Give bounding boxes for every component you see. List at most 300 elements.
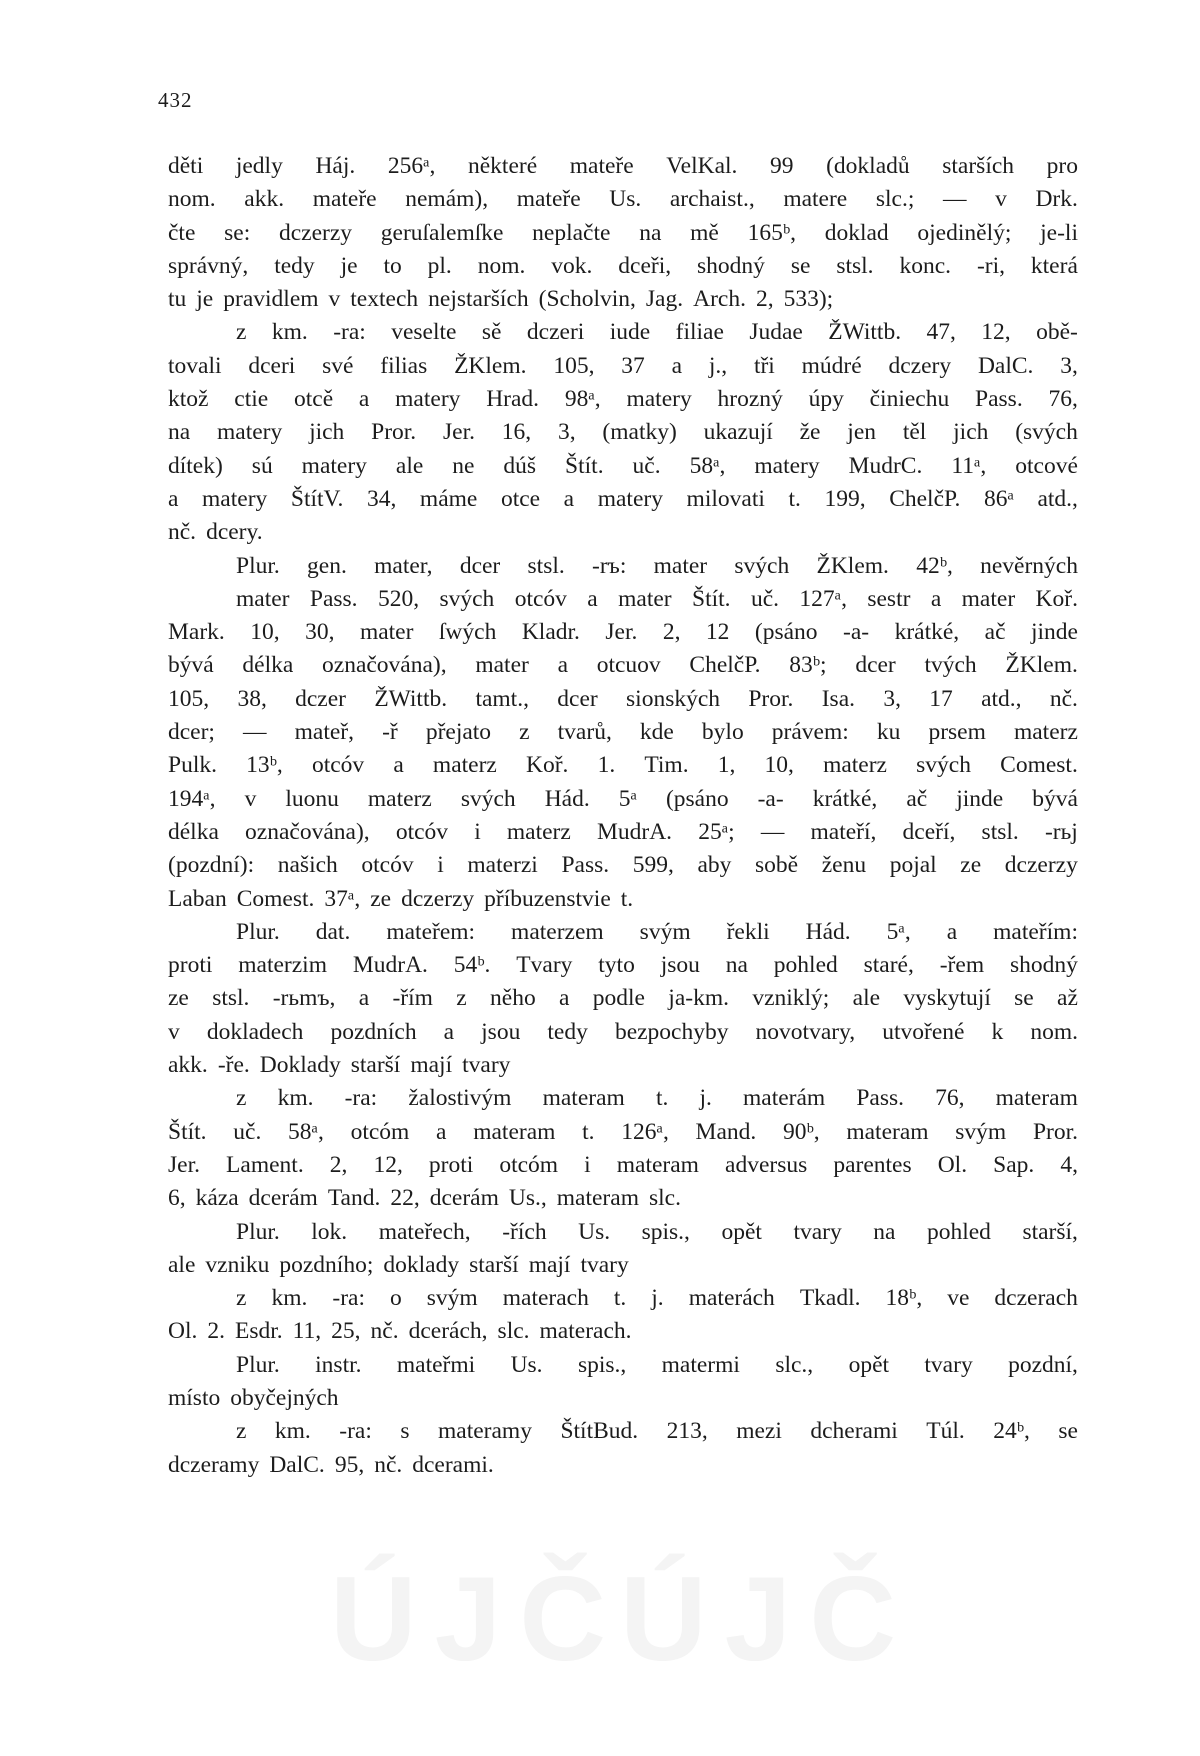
word: nom. — [477, 252, 526, 279]
word: materam — [616, 1151, 699, 1178]
word: -ra: — [344, 1085, 378, 1112]
text-line — [168, 783, 1078, 816]
word: ojedinělý; — [917, 219, 1012, 246]
word: ne — [452, 452, 475, 479]
word: 194ᵃ, — [168, 785, 216, 812]
word: a — [358, 386, 370, 413]
word: označována), — [322, 652, 447, 679]
word: ŽKlem. — [816, 552, 889, 579]
word: o — [390, 1285, 402, 1312]
word: přejato — [425, 719, 492, 746]
word: ŽWittb. — [374, 685, 448, 712]
word: dcerám — [248, 1185, 318, 1212]
word: materz — [1013, 719, 1078, 746]
word: MudrC. — [848, 452, 923, 479]
word: materz — [432, 752, 497, 779]
word: svých — [734, 552, 790, 579]
word: nč. — [168, 519, 197, 546]
word: veselte — [391, 319, 457, 346]
word: tamt., — [475, 685, 529, 712]
word: 256ᵃ, — [387, 153, 436, 179]
word: -ř — [382, 719, 398, 746]
word: Pulk. — [168, 752, 217, 779]
word: bezpochyby — [614, 1018, 729, 1045]
word: otcóm — [499, 1151, 559, 1178]
word: tvary — [924, 1351, 973, 1378]
word: Jer. — [443, 419, 475, 446]
word: tvary — [580, 1251, 629, 1278]
word: nom. — [168, 186, 216, 213]
word: tu — [168, 286, 187, 313]
word: Arch. — [693, 286, 746, 313]
word: MudrA. — [596, 818, 673, 845]
word: akk. — [244, 186, 285, 213]
word: jinde — [956, 785, 1004, 812]
word: 127ᵃ, — [799, 585, 847, 612]
word: tvarů, — [557, 719, 612, 746]
word: akk. — [168, 1052, 208, 1079]
word: tvary — [793, 1218, 842, 1245]
word: mateře — [312, 186, 377, 213]
word: označována), — [245, 818, 370, 845]
word: t. — [788, 485, 801, 512]
word: Plur. — [236, 1218, 280, 1245]
word: tedy — [547, 1018, 588, 1045]
word: uč. — [750, 585, 780, 612]
word: VelKal. — [666, 153, 738, 179]
word: -ra: — [332, 1285, 365, 1312]
word: ze — [370, 885, 392, 912]
word: Pass. — [975, 386, 1023, 413]
word: sionských — [626, 685, 721, 712]
text-line — [168, 949, 1078, 982]
word: ctie — [234, 386, 269, 413]
word: iude — [609, 319, 651, 346]
word: mater — [475, 652, 529, 679]
word: ze — [168, 985, 189, 1012]
word: t. — [613, 1285, 627, 1312]
word: 98ᵃ, — [564, 386, 601, 413]
word: (matky) — [602, 419, 677, 446]
word: 2, — [662, 619, 681, 646]
word: dítek) — [168, 452, 223, 479]
word: materam — [846, 1118, 929, 1145]
word: Plur. — [236, 918, 280, 945]
word: 105, — [168, 685, 210, 712]
word: dczerach — [994, 1285, 1078, 1312]
word: neplačte — [532, 219, 611, 246]
text-line — [168, 416, 1078, 449]
word: ŽWittb. — [828, 319, 902, 346]
word: Tkadl. — [799, 1285, 861, 1312]
word: km. — [271, 319, 308, 346]
text-line — [168, 916, 1078, 949]
word: materzem — [511, 918, 604, 945]
word: matere — [783, 186, 848, 213]
word: 25ᵃ; — [698, 818, 735, 845]
word: ChelčP. — [889, 485, 961, 512]
word: Pass. — [309, 585, 358, 612]
word: káza — [195, 1185, 239, 1212]
watermark-right: ÚJČ — [620, 1552, 915, 1686]
word: parentes — [833, 1151, 912, 1178]
text-line — [168, 616, 1078, 649]
word: matery — [301, 452, 367, 479]
word: ač — [906, 785, 928, 812]
word: je — [196, 286, 214, 313]
word: ſwých — [438, 619, 497, 646]
word: t. — [655, 1085, 669, 1112]
word: 16, — [501, 419, 532, 446]
word: 165ᵇ, — [747, 219, 796, 246]
word: Isa. — [821, 685, 855, 712]
word: 1, — [717, 752, 736, 779]
text-line — [168, 217, 1078, 250]
word: čte — [168, 219, 196, 246]
word: mater — [961, 585, 1016, 612]
word: opět — [848, 1351, 890, 1378]
word: svým — [955, 1118, 1007, 1145]
text-line — [168, 982, 1078, 1015]
word: i — [584, 1151, 591, 1178]
word: 58ᵃ, — [288, 1118, 324, 1145]
word: 5ᵃ, — [886, 918, 911, 945]
page-number: 432 — [158, 88, 193, 112]
word: svých — [460, 785, 516, 812]
word: Koř. — [1035, 585, 1078, 612]
text-line — [168, 1016, 1078, 1049]
word: dceri — [248, 352, 296, 379]
word: prsem — [928, 719, 986, 746]
word: matery — [626, 386, 692, 413]
word: utvořené — [882, 1018, 965, 1045]
word: a — [436, 1118, 447, 1145]
word: 3, — [883, 685, 901, 712]
text-line — [168, 283, 1078, 316]
word: svých — [916, 752, 971, 779]
word: materz — [823, 752, 887, 779]
word: -ře. — [217, 1052, 250, 1079]
word: je — [340, 252, 358, 279]
word: 11ᵃ, — [951, 452, 987, 479]
word: -ra: — [339, 1418, 372, 1445]
word: dczerzy — [278, 219, 353, 246]
word: na — [639, 219, 662, 246]
word: ale — [395, 452, 424, 479]
word: otce — [500, 485, 541, 512]
text-line — [168, 816, 1078, 849]
word: atd., — [1037, 485, 1078, 512]
word: -rьj — [1044, 818, 1078, 845]
word: Tim. — [644, 752, 689, 779]
word: 126ᵃ, — [621, 1118, 669, 1145]
word: 95, — [334, 1451, 365, 1478]
word: mají — [410, 1052, 453, 1079]
word: ŽKlem. — [454, 352, 527, 379]
text-line — [168, 483, 1078, 516]
text-line — [168, 1282, 1078, 1315]
word: něho — [490, 985, 536, 1012]
text-line — [168, 150, 1078, 183]
text-line — [168, 1049, 1078, 1082]
word: stsl. — [981, 818, 1019, 845]
word: dcery. — [206, 519, 263, 546]
word: Štít. — [692, 585, 731, 612]
word: jedly — [235, 153, 283, 179]
word: matery — [754, 452, 820, 479]
word: jinde — [1030, 619, 1078, 646]
word: nč. — [370, 1318, 399, 1345]
word: ŠtítV. — [290, 485, 344, 512]
word: materamy — [438, 1418, 532, 1445]
word: ku — [876, 719, 901, 746]
word: dokladech — [206, 1018, 304, 1045]
word: dceří, — [902, 818, 956, 845]
word: na — [725, 952, 748, 979]
word: Hrad. — [486, 386, 540, 413]
word: filiae — [675, 319, 724, 346]
text-line — [168, 550, 1078, 583]
word: matery — [395, 386, 461, 413]
word: některé — [468, 153, 538, 179]
word: km. — [274, 1418, 311, 1445]
word: i — [474, 818, 481, 845]
word: materz — [367, 785, 432, 812]
word: a — [443, 1018, 455, 1045]
word: Jag. — [645, 286, 684, 313]
word: filias — [380, 352, 428, 379]
word: j. — [651, 1285, 664, 1312]
watermark-left: ÚJČ — [330, 1552, 625, 1686]
word: km. — [271, 1285, 308, 1312]
word: mateřím: — [993, 918, 1078, 945]
word: Ol. — [937, 1151, 968, 1178]
word: otcóv — [395, 818, 449, 845]
word: Pror. — [371, 419, 417, 446]
word: obě- — [1036, 319, 1078, 346]
word: -ri, — [976, 252, 1005, 279]
text-line — [168, 1415, 1078, 1448]
word: 199, — [824, 485, 866, 512]
word: milovati — [686, 485, 765, 512]
text-line — [168, 849, 1078, 882]
word: (dokladů — [826, 153, 910, 179]
word: slc.; — [875, 186, 915, 213]
word: ale — [168, 1251, 196, 1278]
word: Esdr. — [235, 1318, 283, 1345]
word: se: — [224, 219, 251, 246]
word: pohled — [926, 1218, 991, 1245]
word: otcové — [1015, 452, 1078, 479]
word: nejstarších — [428, 286, 529, 313]
word: 2, — [329, 1151, 348, 1178]
word: Kladr. — [521, 619, 580, 646]
word: žalostivým — [408, 1085, 512, 1112]
word: kde — [639, 719, 674, 746]
word: máme — [419, 485, 478, 512]
text-line — [168, 649, 1078, 682]
word: dcherami — [810, 1418, 898, 1445]
word: uč. — [632, 452, 661, 479]
word: řekli — [726, 918, 770, 945]
word: jen — [847, 419, 877, 446]
word: Us. — [578, 1218, 611, 1245]
word: proti — [168, 952, 213, 979]
word: našich — [277, 852, 338, 879]
text-line — [168, 350, 1078, 383]
word: materach. — [539, 1318, 632, 1345]
word: adversus — [725, 1151, 808, 1178]
word: ktož — [168, 386, 209, 413]
word: pozdní, — [1008, 1351, 1078, 1378]
word: Us. — [609, 186, 642, 213]
word: Comest. — [236, 885, 315, 912]
word: Mark. — [168, 619, 225, 646]
word: 12 — [705, 619, 730, 646]
word: slc. — [497, 1318, 530, 1345]
word: Pass. — [561, 852, 610, 879]
word: pojal — [889, 852, 937, 879]
word: v — [168, 1018, 180, 1045]
word: na — [873, 1218, 896, 1245]
word: dúš — [503, 452, 537, 479]
word: materam — [556, 1185, 639, 1212]
word: j. — [699, 1085, 712, 1112]
word: z — [236, 1285, 247, 1312]
word: 4, — [1060, 1151, 1078, 1178]
word: dczeramy — [168, 1451, 260, 1478]
word: 10, — [250, 619, 280, 646]
word: starší — [469, 1251, 519, 1278]
word: matery — [597, 485, 663, 512]
word: 6, — [168, 1185, 186, 1212]
text-line — [168, 1449, 1078, 1482]
word: a — [671, 352, 683, 379]
word: 17 — [929, 685, 953, 712]
word: (pozdní): — [168, 852, 255, 879]
word: dczer — [295, 685, 346, 712]
word: otcóm — [350, 1118, 410, 1145]
word: se — [1058, 1418, 1078, 1445]
text-line — [168, 250, 1078, 283]
word: a — [946, 918, 958, 945]
word: mateře — [569, 153, 634, 179]
word: otcóv — [311, 752, 365, 779]
word: dcerám — [429, 1185, 499, 1212]
word: ukazují — [703, 419, 773, 446]
word: 12, — [373, 1151, 403, 1178]
word: Laban — [168, 885, 227, 912]
word: 38, — [237, 685, 267, 712]
word: Túl. — [926, 1418, 965, 1445]
word: instr. — [315, 1351, 362, 1378]
word: a — [168, 485, 179, 512]
text-line — [168, 183, 1078, 216]
word: mezi — [736, 1418, 782, 1445]
text-line — [168, 683, 1078, 716]
word: Lament. — [226, 1151, 304, 1178]
word: dcer — [459, 552, 501, 579]
text-line — [168, 1349, 1078, 1382]
word: ženu — [821, 852, 867, 879]
text-line — [168, 716, 1078, 749]
word: k — [991, 1018, 1004, 1045]
word: vzniklý; — [752, 985, 830, 1012]
word: z — [236, 319, 247, 346]
word: ŠtítBud. — [560, 1418, 639, 1445]
word: stsl. — [527, 552, 565, 579]
word: 37 — [621, 352, 645, 379]
word: pohled — [773, 952, 838, 979]
word: materam — [473, 1118, 556, 1145]
text-line — [168, 1216, 1078, 1249]
word: z — [236, 1418, 247, 1445]
word: sě — [481, 319, 502, 346]
word: slc. — [648, 1185, 681, 1212]
word: 90ᵇ, — [782, 1118, 820, 1145]
word: km. — [277, 1085, 314, 1112]
word: geruſalemſke — [380, 219, 504, 246]
word: a — [393, 752, 404, 779]
word: 12, — [981, 319, 1011, 346]
word: bývá — [168, 652, 214, 679]
word: 520, — [377, 585, 420, 612]
word: Pass. — [856, 1085, 905, 1112]
word: 533); — [783, 286, 834, 313]
word: bývá — [1032, 785, 1078, 812]
word: Jer. — [605, 619, 638, 646]
word: mater — [359, 619, 414, 646]
word: 54ᵇ. — [453, 952, 491, 979]
word: těl — [902, 419, 927, 446]
word: nevěrných — [980, 552, 1078, 579]
word: mater — [618, 585, 672, 612]
word: pl. — [427, 252, 452, 279]
word: i — [437, 852, 444, 879]
word: (Scholvin, — [538, 286, 636, 313]
word: v — [244, 785, 257, 812]
word: pozdního; — [279, 1251, 374, 1278]
word: materz — [506, 818, 571, 845]
word: v — [328, 286, 341, 313]
word: 13ᵇ, — [246, 752, 283, 779]
word: se — [790, 252, 811, 279]
text-line — [168, 583, 1078, 616]
word: 599, — [632, 852, 674, 879]
word: dcer; — [168, 719, 215, 746]
word: mateřech, — [378, 1218, 471, 1245]
word: Drk. — [1035, 186, 1078, 213]
word: 213, — [666, 1418, 708, 1445]
word: t. — [582, 1118, 595, 1145]
word: (psáno — [665, 785, 729, 812]
word: nč. — [1049, 685, 1078, 712]
word: mateřem: — [386, 918, 476, 945]
text-line — [168, 1249, 1078, 1282]
word: Judae — [749, 319, 803, 346]
word: v — [995, 186, 1007, 213]
word: a — [358, 985, 370, 1012]
word: Doklady — [259, 1052, 341, 1079]
word: to — [383, 252, 402, 279]
word: starších — [942, 153, 1015, 179]
word: 99 — [770, 153, 794, 179]
word: místo — [168, 1384, 221, 1411]
word: Sap. — [993, 1151, 1035, 1178]
word: z — [456, 985, 467, 1012]
word: jich — [953, 419, 989, 446]
word: mateře — [516, 186, 581, 213]
